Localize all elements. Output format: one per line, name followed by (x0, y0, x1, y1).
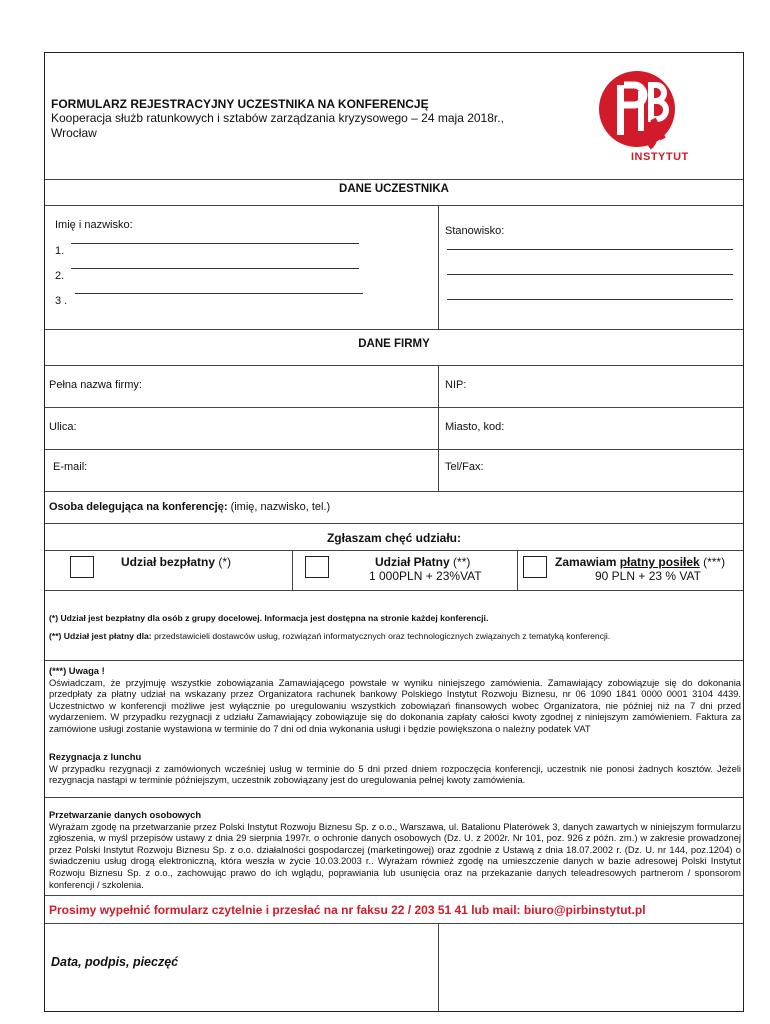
delegating-label: Osoba delegująca na konferencję: (49, 501, 228, 513)
paid-participation-mark: (**) (453, 555, 471, 569)
street-label: Ulica: (49, 421, 77, 433)
paid-participation-label: Udział Płatny (375, 555, 450, 569)
paid-participation-option (375, 555, 470, 569)
email-label: E-mail: (53, 461, 88, 473)
logo-text: INSTYTUT (631, 151, 689, 163)
nip-label: NIP: (445, 379, 467, 391)
participant-row-number: 1. (55, 245, 65, 257)
delegating-person-label (49, 501, 330, 513)
meal-order-price: 90 PLN + 23 % VAT (595, 569, 701, 583)
meal-order-option (555, 555, 725, 569)
terms-warning-title: (***) Uwaga ! (49, 665, 105, 676)
note-paid-text: przedstawicieli dostawców usług, rozwiązań informatycznych oraz technologicznych związanych z tematyką konferencji. (154, 631, 611, 641)
meal-order-mark: (***) (703, 555, 726, 569)
company-name-label: Pełna nazwa firmy: (49, 379, 142, 391)
free-participation-option (121, 555, 231, 569)
conference-subtitle: Kooperacja służb ratunkowych i sztabów zarządzania kryzysowego – 24 maja 2018r., (51, 111, 504, 125)
terms-lunch-text: W przypadku rezygnacji z zamówionych wcześniej usług w terminie do 5 dni przed dniem rozpoczęcia konferencji, uczestnik nie ponosi żadnych kosztów. Jeżeli rezygnacja nastąpi w terminie późniejszym, uczestnik zobowiązany jest do uregulowania pełnej kwoty zamówienia. (49, 762, 741, 786)
note-paid-participation (49, 631, 610, 641)
signature-field[interactable] (439, 924, 743, 1010)
paid-participation-price: 1 000PLN + 23%VAT (369, 569, 482, 583)
registration-form (44, 52, 744, 1012)
form-title: FORMULARZ REJESTRACYJNY UCZESTNIKA NA KONFERENCJĘ (51, 97, 429, 111)
terms-lunch-block (49, 751, 741, 786)
tel-label: Tel/Fax: (445, 461, 484, 473)
terms-gdpr-text: Wyrażam zgodę na przetwarzanie przez Polski Instytut Rozwoju Biznesu Sp. z o.o., Warszawa, ul. Batalionu Platerówek 3, danych zawartych w niniejszym formularzu zgłoszenia, w myśl przepisów ustawy z dnia 29 sierpnia 1997r. o ochronie danych osobowych (Dz. U. z 2002r. Nr 101, poz. 926 z późn. zm.) w zakresie prowadzonej przez Polski Instytut Rozwoju Biznesu Sp. z o.o. działalności gospodarczej (marketingowej) oraz zgodnie z Ustawą z dnia 18.07.2002 r. (Dz. U. nr 144, poz.1204) o świadczeniu usług drogą elektroniczną, która weszła w życie 10.03.2003 r.. Wyrażam również zgodę na umieszczenie danych w bazie adresowej Polski Instytut Rozwoju Biznesu Sp. z o.o., zachowując prawo do ich wglądu, poprawiania lub usunięcia oraz na przekazanie danych teleadresowych partnerom / sponsorom konferencji / szkolenia. (49, 820, 741, 890)
participant-row-number: 3 . (55, 295, 68, 307)
submission-instruction: Prosimy wypełnić formularz czytelnie i przesłać na nr faksu 22 / 203 51 41 lub mail: biuro@pirbinstytut.pl (49, 903, 646, 917)
pirb-logo (591, 67, 701, 167)
participant-3-name-field[interactable] (75, 293, 363, 294)
signature-label: Data, podpis, pieczęć (51, 955, 179, 969)
name-label: Imię i nazwisko: (55, 219, 133, 231)
conference-location: Wrocław (51, 126, 97, 140)
section-participant-title: DANE UCZESTNIKA (339, 183, 449, 195)
city-label: Miasto, kod: (445, 421, 505, 433)
note-free-participation: (*) Udział jest bezpłatny dla osób z grupy docelowej. Informacja jest dostępna na stronie każdej konferencji. (49, 613, 489, 623)
participant-1-name-field[interactable] (71, 243, 359, 244)
section-company-title: DANE FIRMY (358, 338, 430, 350)
participant-2-name-field[interactable] (71, 268, 359, 269)
participant-3-position-field[interactable] (447, 299, 733, 300)
paid-participation-checkbox[interactable] (305, 556, 329, 578)
participant-1-position-field[interactable] (447, 249, 733, 250)
note-paid-label: (**) Udział jest płatny dla: (49, 631, 152, 641)
terms-lunch-title: Rezygnacja z lunchu (49, 751, 142, 762)
free-participation-checkbox[interactable] (70, 556, 94, 578)
meal-order-label-prefix: Zamawiam (555, 555, 617, 569)
meal-order-checkbox[interactable] (523, 556, 547, 578)
free-participation-label: Udział bezpłatny (121, 555, 216, 569)
participant-2-position-field[interactable] (447, 274, 733, 275)
terms-warning-text: Oświadczam, że przyjmuję wszystkie zobowiązania Zamawiającego powstałe w wyniku niniejszego zamówienia. Zamawiający zobowiązuje się do dokonania przedpłaty za płatny udział na wskazany przez Organizatora rachunek bankowy Polskiego Instytut Rozwoju Biznesu, nr 06 1090 1841 0000 0001 3104 4439. Uczestnictwo w konferencji możliwe jest wyłącznie po uregulowaniu wszystkich zobowiązań finansowych wobec Organizatora, nie później niż na 7 dni przed wydarzeniem. W przypadku rezygnacji z udziału Zamawiający zobowiązuje się do dokonania zapłaty całości kwoty zgodnej z niniejszym zamówieniem. Faktura za zamówione usługi zostanie wystawiona w terminie do 7 dni od dnia wykonania usługi i będzie powiększona o należny podatek VAT (49, 676, 741, 734)
free-participation-mark: (*) (218, 555, 232, 569)
delegating-hint: (imię, nazwisko, tel.) (230, 501, 331, 513)
terms-warning-block (49, 665, 741, 735)
terms-gdpr-title: Przetwarzanie danych osobowych (49, 809, 202, 820)
participant-row-number: 2. (55, 270, 65, 282)
terms-gdpr-block (49, 809, 741, 890)
meal-order-label-underlined: płatny posiłek (619, 555, 700, 569)
participation-title: Zgłaszam chęć udziału: (326, 531, 462, 545)
position-label: Stanowisko: (445, 225, 505, 237)
